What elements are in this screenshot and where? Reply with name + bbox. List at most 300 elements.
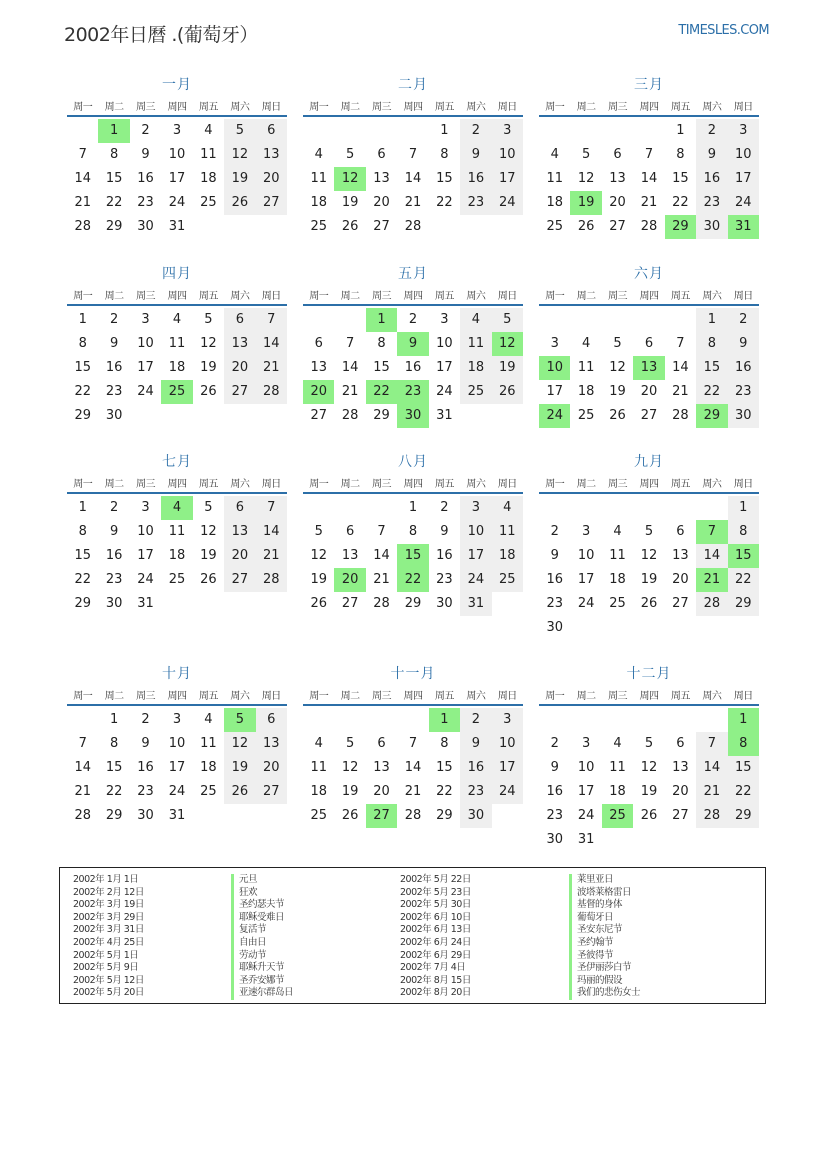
day-cell[interactable]: 30: [105, 408, 123, 423]
day-cell[interactable]: 8: [78, 336, 87, 351]
day-cell[interactable]: 20: [373, 195, 390, 210]
day-cell[interactable]: 10: [168, 147, 186, 162]
day-cell[interactable]: 28: [74, 808, 91, 823]
day-cell[interactable]: 17: [137, 360, 154, 375]
day-cell[interactable]: 24: [168, 784, 186, 799]
day-cell[interactable]: 11: [609, 760, 626, 775]
day-cell[interactable]: 5: [644, 524, 654, 539]
holiday-day-cell[interactable]: 1: [366, 308, 397, 332]
day-cell[interactable]: 31: [436, 408, 453, 423]
day-cell[interactable]: 11: [460, 332, 491, 356]
day-cell[interactable]: 22: [105, 784, 123, 799]
day-cell[interactable]: 3: [172, 123, 182, 138]
day-cell[interactable]: 31: [168, 808, 186, 823]
holiday-day-cell[interactable]: 29: [696, 404, 727, 428]
day-cell[interactable]: 20: [256, 756, 287, 780]
day-cell[interactable]: 23: [460, 780, 491, 804]
day-cell[interactable]: 19: [341, 195, 359, 210]
day-cell[interactable]: 30: [137, 808, 154, 823]
holiday-day-cell[interactable]: 21: [696, 568, 727, 592]
day-cell[interactable]: 22: [436, 784, 453, 799]
day-cell[interactable]: 20: [640, 384, 658, 399]
holiday-day-cell[interactable]: 8: [728, 732, 759, 756]
day-cell[interactable]: 26: [492, 380, 523, 404]
day-cell[interactable]: 31: [577, 832, 595, 847]
day-cell[interactable]: 20: [256, 167, 287, 191]
day-cell[interactable]: 9: [440, 524, 449, 539]
day-cell[interactable]: 14: [341, 360, 359, 375]
day-cell[interactable]: 15: [105, 760, 123, 775]
day-cell[interactable]: 14: [74, 760, 91, 775]
day-cell[interactable]: 4: [613, 524, 622, 539]
day-cell[interactable]: 11: [200, 736, 217, 751]
day-cell[interactable]: 12: [310, 548, 327, 563]
day-cell[interactable]: 26: [224, 780, 255, 804]
day-cell[interactable]: 13: [341, 548, 359, 563]
day-cell[interactable]: 16: [137, 760, 154, 775]
holiday-day-cell[interactable]: 22: [397, 568, 428, 592]
day-cell[interactable]: 27: [609, 219, 626, 234]
day-cell[interactable]: 3: [581, 524, 591, 539]
day-cell[interactable]: 3: [492, 708, 523, 732]
day-cell[interactable]: 19: [492, 356, 523, 380]
day-cell[interactable]: 14: [373, 548, 390, 563]
day-cell[interactable]: 10: [137, 336, 154, 351]
holiday-day-cell[interactable]: 20: [303, 380, 334, 404]
day-cell[interactable]: 17: [546, 384, 563, 399]
day-cell[interactable]: 17: [137, 548, 154, 563]
day-cell[interactable]: 12: [577, 171, 595, 186]
day-cell[interactable]: 23: [105, 572, 123, 587]
day-cell[interactable]: 3: [728, 119, 759, 143]
day-cell[interactable]: 5: [345, 736, 355, 751]
holiday-day-cell[interactable]: 10: [539, 356, 570, 380]
day-cell[interactable]: 5: [581, 147, 591, 162]
day-cell[interactable]: 5: [314, 524, 323, 539]
day-cell[interactable]: 2: [460, 119, 491, 143]
day-cell[interactable]: 25: [546, 219, 563, 234]
day-cell[interactable]: 6: [256, 119, 287, 143]
day-cell[interactable]: 9: [109, 524, 119, 539]
day-cell[interactable]: 11: [168, 336, 186, 351]
day-cell[interactable]: 30: [436, 596, 453, 611]
day-cell[interactable]: 6: [224, 308, 255, 332]
day-cell[interactable]: 13: [672, 548, 689, 563]
day-cell[interactable]: 25: [168, 572, 186, 587]
day-cell[interactable]: 5: [204, 500, 213, 515]
day-cell[interactable]: 18: [492, 544, 523, 568]
day-cell[interactable]: 14: [404, 760, 422, 775]
day-cell[interactable]: 31: [460, 592, 491, 616]
day-cell[interactable]: 13: [310, 360, 327, 375]
day-cell[interactable]: 4: [460, 308, 491, 332]
day-cell[interactable]: 14: [696, 756, 727, 780]
day-cell[interactable]: 20: [609, 195, 626, 210]
day-cell[interactable]: 30: [546, 620, 563, 635]
day-cell[interactable]: 20: [224, 544, 255, 568]
day-cell[interactable]: 7: [78, 736, 87, 751]
day-cell[interactable]: 18: [460, 356, 491, 380]
day-cell[interactable]: 19: [640, 572, 658, 587]
day-cell[interactable]: 12: [341, 760, 359, 775]
day-cell[interactable]: 8: [377, 336, 386, 351]
day-cell[interactable]: 11: [546, 171, 563, 186]
day-cell[interactable]: 5: [613, 336, 622, 351]
day-cell[interactable]: 29: [105, 219, 123, 234]
day-cell[interactable]: 16: [137, 171, 154, 186]
day-cell[interactable]: 13: [373, 760, 390, 775]
day-cell[interactable]: 9: [728, 332, 759, 356]
day-cell[interactable]: 5: [644, 736, 654, 751]
day-cell[interactable]: 12: [200, 336, 217, 351]
holiday-day-cell[interactable]: 23: [397, 380, 428, 404]
day-cell[interactable]: 26: [341, 808, 359, 823]
day-cell[interactable]: 13: [609, 171, 626, 186]
day-cell[interactable]: 21: [341, 384, 359, 399]
day-cell[interactable]: 23: [546, 808, 563, 823]
day-cell[interactable]: 22: [672, 195, 689, 210]
day-cell[interactable]: 21: [373, 572, 390, 587]
day-cell[interactable]: 3: [141, 500, 150, 515]
day-cell[interactable]: 12: [200, 524, 217, 539]
day-cell[interactable]: 29: [74, 408, 91, 423]
day-cell[interactable]: 2: [109, 312, 119, 327]
day-cell[interactable]: 27: [640, 408, 658, 423]
day-cell[interactable]: 20: [373, 784, 390, 799]
holiday-day-cell[interactable]: 5: [224, 708, 255, 732]
holiday-day-cell[interactable]: 19: [570, 191, 601, 215]
day-cell[interactable]: 10: [577, 760, 595, 775]
day-cell[interactable]: 8: [676, 147, 685, 162]
day-cell[interactable]: 8: [78, 524, 87, 539]
day-cell[interactable]: 23: [436, 572, 453, 587]
day-cell[interactable]: 27: [256, 780, 287, 804]
day-cell[interactable]: 15: [672, 171, 689, 186]
day-cell[interactable]: 29: [728, 592, 759, 616]
day-cell[interactable]: 6: [613, 147, 622, 162]
day-cell[interactable]: 2: [141, 712, 150, 727]
holiday-day-cell[interactable]: 30: [397, 404, 428, 428]
day-cell[interactable]: 22: [436, 195, 453, 210]
day-cell[interactable]: 21: [256, 356, 287, 380]
day-cell[interactable]: 3: [460, 496, 491, 520]
day-cell[interactable]: 27: [310, 408, 327, 423]
day-cell[interactable]: 7: [696, 732, 727, 756]
day-cell[interactable]: 25: [310, 219, 327, 234]
day-cell[interactable]: 16: [728, 356, 759, 380]
day-cell[interactable]: 1: [676, 123, 685, 138]
day-cell[interactable]: 24: [137, 572, 154, 587]
holiday-day-cell[interactable]: 7: [696, 520, 727, 544]
day-cell[interactable]: 18: [310, 784, 327, 799]
day-cell[interactable]: 4: [492, 496, 523, 520]
day-cell[interactable]: 10: [460, 520, 491, 544]
day-cell[interactable]: 26: [640, 596, 658, 611]
day-cell[interactable]: 11: [310, 171, 327, 186]
day-cell[interactable]: 7: [78, 147, 87, 162]
day-cell[interactable]: 11: [492, 520, 523, 544]
day-cell[interactable]: 3: [581, 736, 591, 751]
day-cell[interactable]: 14: [696, 544, 727, 568]
day-cell[interactable]: 14: [74, 171, 91, 186]
day-cell[interactable]: 24: [460, 568, 491, 592]
day-cell[interactable]: 8: [408, 524, 418, 539]
day-cell[interactable]: 23: [728, 380, 759, 404]
day-cell[interactable]: 16: [460, 756, 491, 780]
day-cell[interactable]: 28: [256, 568, 287, 592]
day-cell[interactable]: 11: [577, 360, 595, 375]
day-cell[interactable]: 8: [696, 332, 727, 356]
holiday-day-cell[interactable]: 24: [539, 404, 570, 428]
day-cell[interactable]: 27: [224, 568, 255, 592]
holiday-day-cell[interactable]: 1: [98, 119, 129, 143]
day-cell[interactable]: 4: [581, 336, 591, 351]
day-cell[interactable]: 12: [224, 143, 255, 167]
day-cell[interactable]: 24: [492, 191, 523, 215]
holiday-day-cell[interactable]: 1: [728, 708, 759, 732]
day-cell[interactable]: 17: [492, 167, 523, 191]
day-cell[interactable]: 28: [74, 219, 91, 234]
day-cell[interactable]: 28: [256, 380, 287, 404]
day-cell[interactable]: 16: [546, 572, 563, 587]
day-cell[interactable]: 13: [256, 143, 287, 167]
day-cell[interactable]: 6: [644, 336, 654, 351]
day-cell[interactable]: 2: [550, 736, 559, 751]
day-cell[interactable]: 21: [696, 780, 727, 804]
day-cell[interactable]: 6: [314, 336, 323, 351]
day-cell[interactable]: 9: [550, 760, 559, 775]
day-cell[interactable]: 18: [609, 784, 626, 799]
day-cell[interactable]: 25: [200, 195, 217, 210]
day-cell[interactable]: 11: [310, 760, 327, 775]
day-cell[interactable]: 1: [109, 712, 119, 727]
day-cell[interactable]: 20: [672, 784, 689, 799]
day-cell[interactable]: 23: [696, 191, 727, 215]
day-cell[interactable]: 18: [200, 760, 217, 775]
holiday-day-cell[interactable]: 15: [728, 544, 759, 568]
holiday-day-cell[interactable]: 12: [334, 167, 365, 191]
day-cell[interactable]: 30: [546, 832, 563, 847]
day-cell[interactable]: 2: [141, 123, 150, 138]
day-cell[interactable]: 7: [256, 308, 287, 332]
day-cell[interactable]: 22: [728, 780, 759, 804]
day-cell[interactable]: 25: [310, 808, 327, 823]
day-cell[interactable]: 28: [640, 219, 658, 234]
day-cell[interactable]: 19: [310, 572, 327, 587]
day-cell[interactable]: 26: [200, 572, 217, 587]
day-cell[interactable]: 22: [696, 380, 727, 404]
day-cell[interactable]: 11: [168, 524, 186, 539]
holiday-day-cell[interactable]: 20: [334, 568, 365, 592]
day-cell[interactable]: 22: [74, 572, 91, 587]
day-cell[interactable]: 9: [550, 548, 559, 563]
holiday-day-cell[interactable]: 4: [161, 496, 192, 520]
day-cell[interactable]: 15: [373, 360, 390, 375]
day-cell[interactable]: 6: [377, 736, 386, 751]
day-cell[interactable]: 31: [137, 596, 154, 611]
day-cell[interactable]: 15: [696, 356, 727, 380]
day-cell[interactable]: 24: [577, 596, 595, 611]
day-cell[interactable]: 7: [345, 336, 355, 351]
day-cell[interactable]: 18: [609, 572, 626, 587]
day-cell[interactable]: 17: [168, 760, 186, 775]
day-cell[interactable]: 9: [141, 147, 150, 162]
day-cell[interactable]: 19: [609, 384, 626, 399]
day-cell[interactable]: 10: [728, 143, 759, 167]
day-cell[interactable]: 4: [172, 312, 182, 327]
day-cell[interactable]: 26: [577, 219, 595, 234]
day-cell[interactable]: 5: [492, 308, 523, 332]
holiday-day-cell[interactable]: 31: [728, 215, 759, 239]
day-cell[interactable]: 18: [546, 195, 563, 210]
day-cell[interactable]: 17: [436, 360, 453, 375]
day-cell[interactable]: 28: [696, 592, 727, 616]
day-cell[interactable]: 17: [168, 171, 186, 186]
day-cell[interactable]: 14: [640, 171, 658, 186]
day-cell[interactable]: 11: [200, 147, 217, 162]
day-cell[interactable]: 23: [546, 596, 563, 611]
day-cell[interactable]: 5: [345, 147, 355, 162]
day-cell[interactable]: 15: [728, 756, 759, 780]
day-cell[interactable]: 26: [640, 808, 658, 823]
day-cell[interactable]: 28: [696, 804, 727, 828]
day-cell[interactable]: 13: [224, 520, 255, 544]
day-cell[interactable]: 8: [440, 736, 449, 751]
day-cell[interactable]: 28: [672, 408, 689, 423]
day-cell[interactable]: 31: [168, 219, 186, 234]
day-cell[interactable]: 26: [200, 384, 217, 399]
holiday-day-cell[interactable]: 29: [665, 215, 696, 239]
day-cell[interactable]: 14: [256, 520, 287, 544]
day-cell[interactable]: 4: [613, 736, 622, 751]
day-cell[interactable]: 17: [460, 544, 491, 568]
day-cell[interactable]: 2: [550, 524, 559, 539]
day-cell[interactable]: 6: [224, 496, 255, 520]
day-cell[interactable]: 23: [105, 384, 123, 399]
day-cell[interactable]: 15: [105, 171, 123, 186]
day-cell[interactable]: 21: [74, 784, 91, 799]
day-cell[interactable]: 6: [676, 524, 685, 539]
day-cell[interactable]: 16: [696, 167, 727, 191]
day-cell[interactable]: 28: [404, 808, 422, 823]
day-cell[interactable]: 20: [672, 572, 689, 587]
day-cell[interactable]: 16: [105, 548, 123, 563]
day-cell[interactable]: 20: [224, 356, 255, 380]
day-cell[interactable]: 16: [404, 360, 422, 375]
day-cell[interactable]: 24: [492, 780, 523, 804]
holiday-day-cell[interactable]: 13: [633, 356, 664, 380]
day-cell[interactable]: 7: [408, 736, 418, 751]
day-cell[interactable]: 8: [440, 147, 449, 162]
day-cell[interactable]: 27: [373, 219, 390, 234]
day-cell[interactable]: 27: [672, 596, 689, 611]
day-cell[interactable]: 30: [696, 215, 727, 239]
day-cell[interactable]: 16: [105, 360, 123, 375]
day-cell[interactable]: 27: [341, 596, 359, 611]
holiday-day-cell[interactable]: 27: [366, 804, 397, 828]
day-cell[interactable]: 28: [341, 408, 359, 423]
day-cell[interactable]: 19: [224, 167, 255, 191]
holiday-day-cell[interactable]: 12: [492, 332, 523, 356]
day-cell[interactable]: 10: [492, 143, 523, 167]
holiday-day-cell[interactable]: 25: [602, 804, 633, 828]
holiday-day-cell[interactable]: 22: [366, 380, 397, 404]
day-cell[interactable]: 2: [109, 500, 119, 515]
day-cell[interactable]: 30: [460, 804, 491, 828]
day-cell[interactable]: 23: [137, 784, 154, 799]
day-cell[interactable]: 7: [644, 147, 654, 162]
day-cell[interactable]: 9: [696, 143, 727, 167]
day-cell[interactable]: 19: [341, 784, 359, 799]
day-cell[interactable]: 3: [550, 336, 559, 351]
holiday-day-cell[interactable]: 9: [397, 332, 428, 356]
day-cell[interactable]: 19: [224, 756, 255, 780]
day-cell[interactable]: 29: [728, 804, 759, 828]
holiday-day-cell[interactable]: 15: [397, 544, 428, 568]
day-cell[interactable]: 14: [672, 360, 689, 375]
day-cell[interactable]: 7: [377, 524, 386, 539]
day-cell[interactable]: 29: [436, 808, 453, 823]
day-cell[interactable]: 1: [78, 312, 87, 327]
day-cell[interactable]: 1: [440, 123, 449, 138]
day-cell[interactable]: 14: [404, 171, 422, 186]
site-logo-text[interactable]: TIMESLES.COM: [678, 23, 769, 38]
day-cell[interactable]: 8: [109, 736, 119, 751]
day-cell[interactable]: 17: [492, 756, 523, 780]
day-cell[interactable]: 14: [256, 332, 287, 356]
day-cell[interactable]: 26: [224, 191, 255, 215]
day-cell[interactable]: 1: [78, 500, 87, 515]
day-cell[interactable]: 24: [728, 191, 759, 215]
day-cell[interactable]: 21: [404, 195, 422, 210]
day-cell[interactable]: 21: [404, 784, 422, 799]
day-cell[interactable]: 29: [74, 596, 91, 611]
day-cell[interactable]: 21: [640, 195, 658, 210]
day-cell[interactable]: 24: [137, 384, 154, 399]
day-cell[interactable]: 17: [577, 784, 595, 799]
day-cell[interactable]: 30: [137, 219, 154, 234]
day-cell[interactable]: 4: [204, 712, 213, 727]
day-cell[interactable]: 25: [492, 568, 523, 592]
day-cell[interactable]: 9: [109, 336, 119, 351]
holiday-day-cell[interactable]: 25: [161, 380, 192, 404]
day-cell[interactable]: 13: [672, 760, 689, 775]
day-cell[interactable]: 4: [550, 147, 559, 162]
day-cell[interactable]: 11: [609, 548, 626, 563]
day-cell[interactable]: 19: [200, 360, 217, 375]
day-cell[interactable]: 25: [460, 380, 491, 404]
day-cell[interactable]: 18: [168, 548, 186, 563]
day-cell[interactable]: 6: [256, 708, 287, 732]
day-cell[interactable]: 2: [696, 119, 727, 143]
day-cell[interactable]: 16: [460, 167, 491, 191]
day-cell[interactable]: 12: [640, 760, 658, 775]
day-cell[interactable]: 15: [436, 171, 453, 186]
day-cell[interactable]: 21: [256, 544, 287, 568]
day-cell[interactable]: 28: [404, 219, 422, 234]
day-cell[interactable]: 13: [224, 332, 255, 356]
day-cell[interactable]: 4: [314, 147, 323, 162]
day-cell[interactable]: 1: [696, 308, 727, 332]
day-cell[interactable]: 1: [728, 496, 759, 520]
day-cell[interactable]: 6: [676, 736, 685, 751]
day-cell[interactable]: 24: [436, 384, 453, 399]
day-cell[interactable]: 27: [256, 191, 287, 215]
day-cell[interactable]: 9: [460, 143, 491, 167]
day-cell[interactable]: 17: [577, 572, 595, 587]
day-cell[interactable]: 15: [436, 760, 453, 775]
day-cell[interactable]: 4: [314, 736, 323, 751]
